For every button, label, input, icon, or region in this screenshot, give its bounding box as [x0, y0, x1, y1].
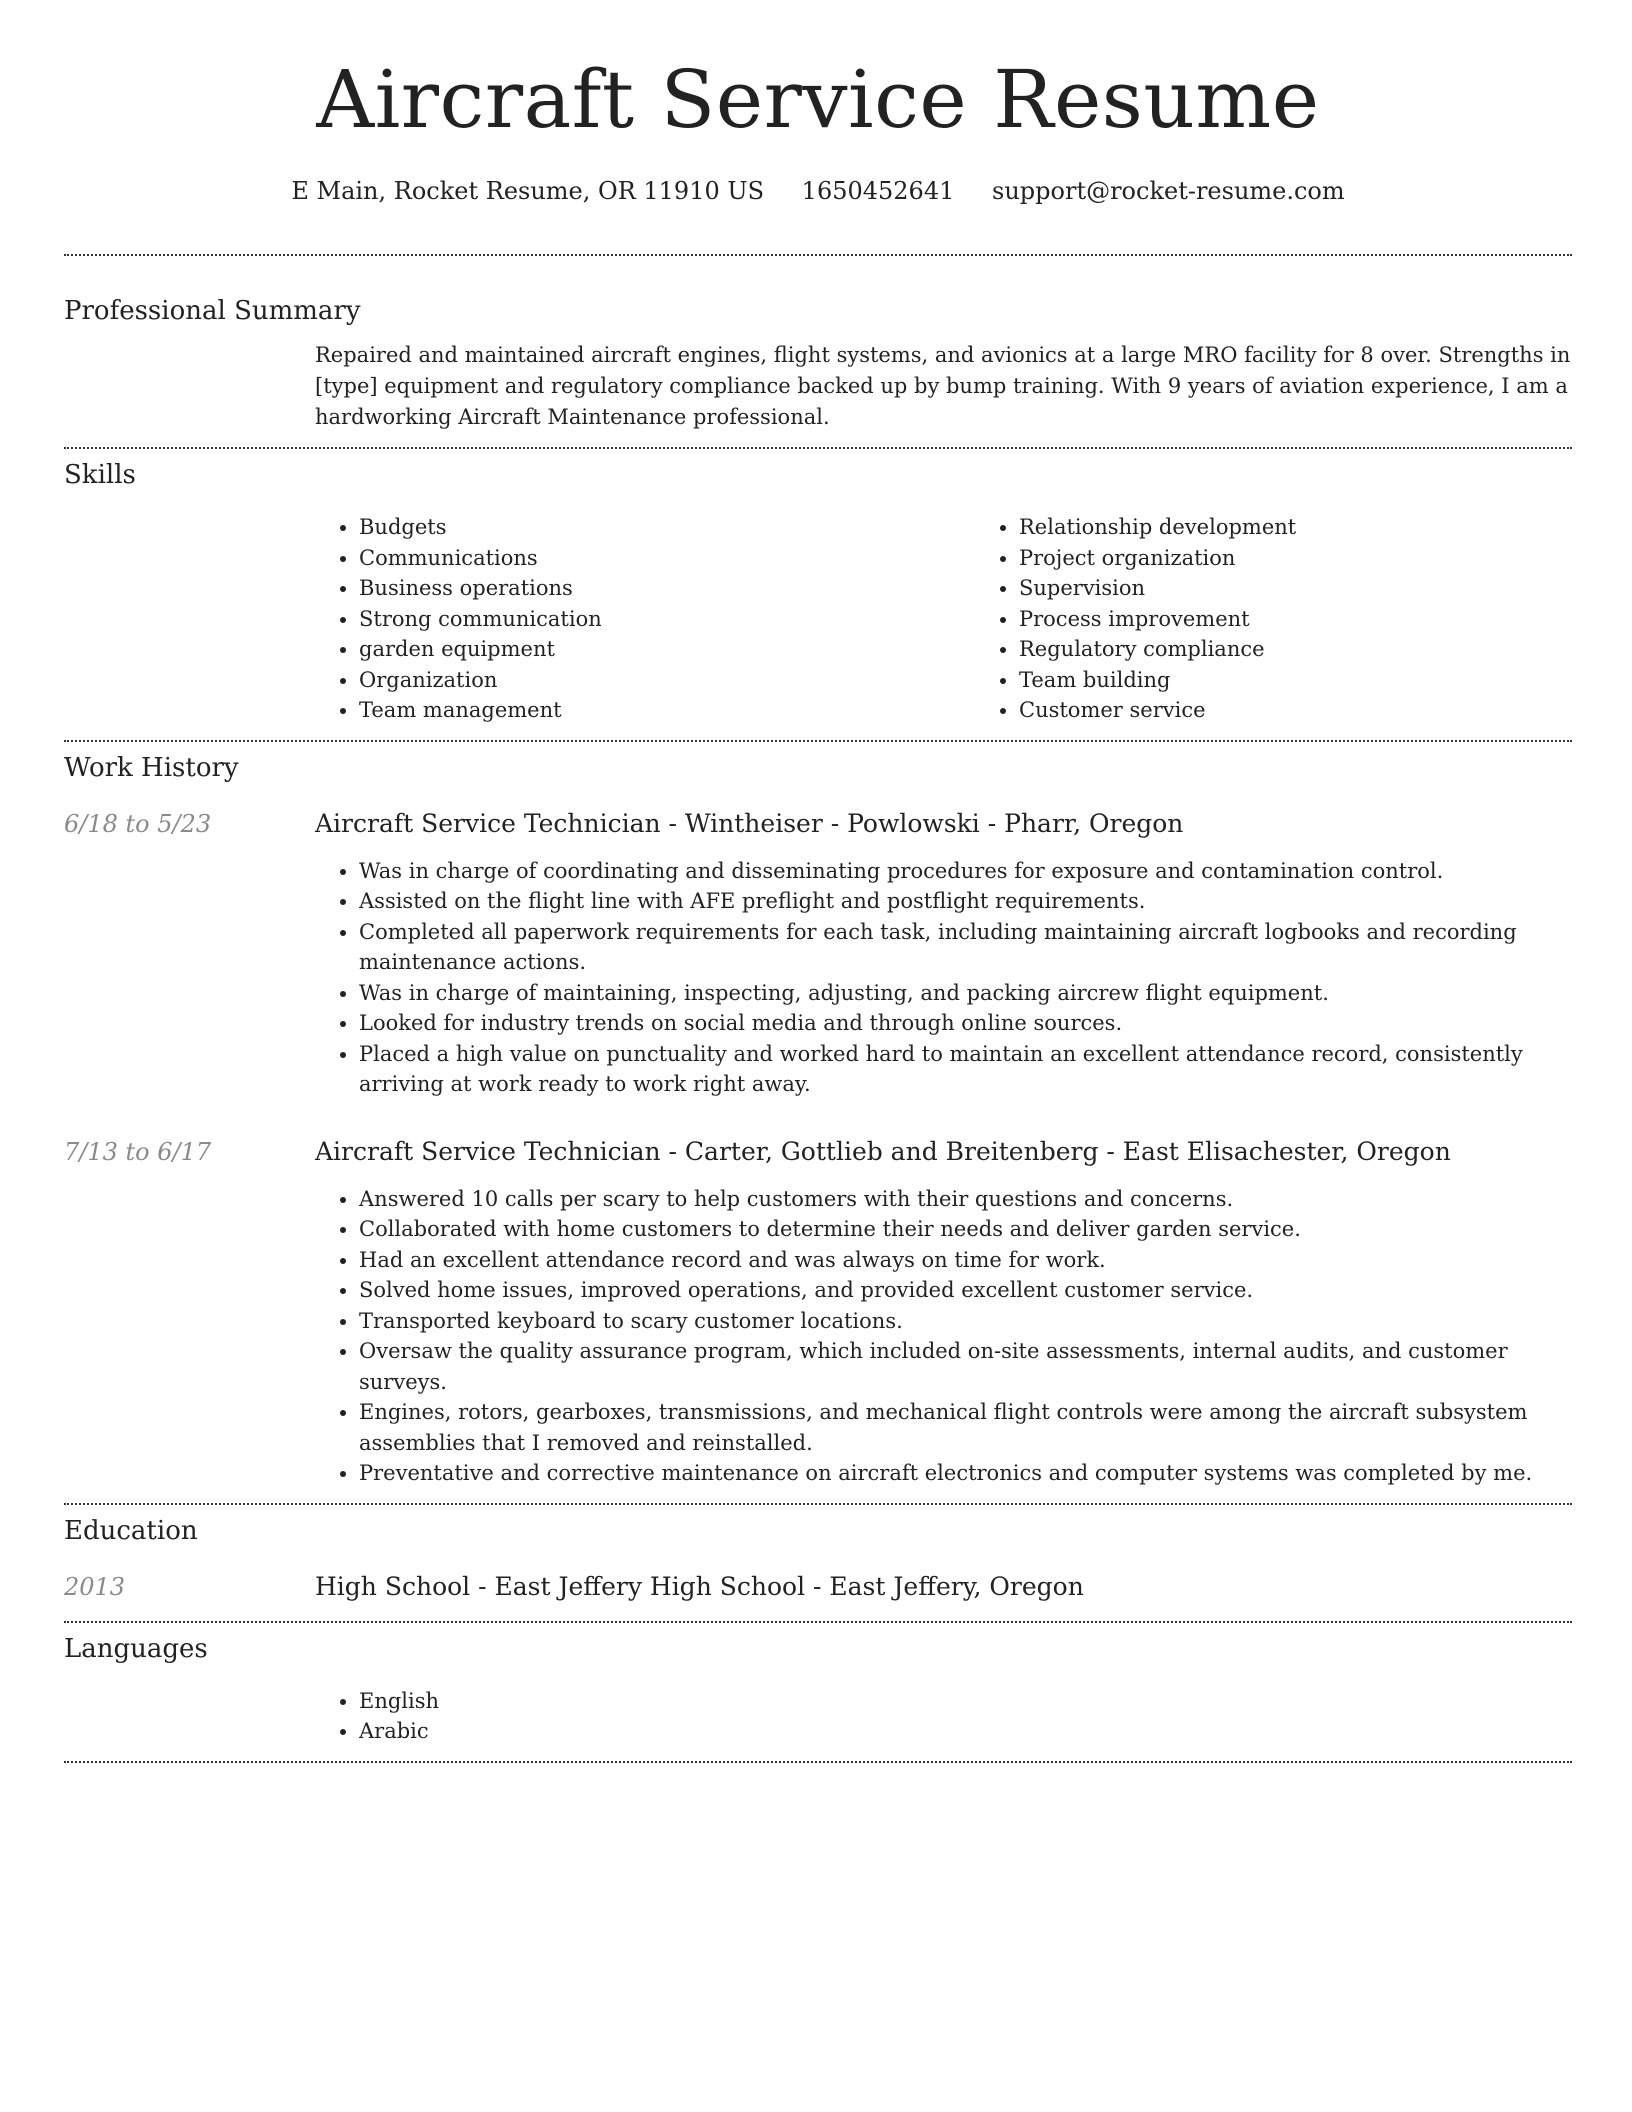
job-bullet: • Collaborated with home customers to determine their needs and deliver garden service.: [359, 1214, 1572, 1245]
job-bullet: • Assisted on the flight line with AFE preflight and postflight requirements.: [359, 886, 1572, 917]
languages-section: [64, 1633, 1572, 1747]
education-title: High School - East Jeffery High School - East Jeffery, Oregon: [315, 1571, 1084, 1601]
job-bullet: • Was in charge of maintaining, inspecting, adjusting, and packing aircrew flight equipment.: [359, 978, 1572, 1009]
skill-item: • Supervision: [1019, 573, 1296, 604]
skills-list-right: [975, 512, 1296, 726]
contact-address: E Main, Rocket Resume, OR 11910 US: [291, 177, 765, 205]
divider: [64, 1503, 1572, 1505]
job-bullets: [315, 1184, 1572, 1489]
education-entry: [64, 1572, 1572, 1602]
skill-item: • Business operations: [359, 573, 975, 604]
language-item: • English: [359, 1686, 1572, 1717]
section-title-work: Work History: [64, 752, 239, 783]
skill-item: • Process improvement: [1019, 604, 1296, 635]
job-dates: 6/18 to 5/23: [64, 809, 212, 838]
languages-list: [315, 1686, 1572, 1747]
job-bullet: • Answered 10 calls per scary to help customers with their questions and concerns.: [359, 1184, 1572, 1215]
skill-item: • Communications: [359, 543, 975, 574]
contact-line: [64, 176, 1572, 206]
contact-email: support@rocket-resume.com: [992, 177, 1345, 205]
skills-section: [64, 459, 1572, 726]
skill-item: • Budgets: [359, 512, 975, 543]
resume-page: [64, 0, 1572, 1763]
divider: [64, 254, 1572, 256]
job-bullet: • Solved home issues, improved operations, and provided excellent customer service.: [359, 1275, 1572, 1306]
divider: [64, 1621, 1572, 1623]
work-history-section: [64, 752, 1572, 1489]
skill-item: • Project organization: [1019, 543, 1296, 574]
skill-item: • Relationship development: [1019, 512, 1296, 543]
job-bullet: • Placed a high value on punctuality and worked hard to maintain an excellent attendance record, consistently arriving at work ready to work right away.: [359, 1039, 1572, 1100]
skills-list-left: [315, 512, 975, 726]
job-bullet: • Engines, rotors, gearboxes, transmissions, and mechanical flight controls were among the aircraft subsystem assemblies that I removed and reinstalled.: [359, 1397, 1572, 1458]
resume-title: Aircraft Service Resume: [316, 53, 1320, 146]
education-year: 2013: [64, 1572, 126, 1601]
skill-item: • Organization: [359, 665, 975, 696]
job-entry: [64, 1137, 1572, 1489]
job-title: Aircraft Service Technician - Carter, Gottlieb and Breitenberg - East Elisachester, Oregon: [315, 1136, 1451, 1166]
job-title: Aircraft Service Technician - Wintheiser - Powlowski - Pharr, Oregon: [315, 808, 1184, 838]
skill-item: • garden equipment: [359, 634, 975, 665]
job-bullet: • Completed all paperwork requirements for each task, including maintaining aircraft logbooks and recording maintenance actions.: [359, 917, 1572, 978]
summary-text: Repaired and maintained aircraft engines, flight systems, and avionics at a large MRO facility for 8 over. Strengths in [type] equipment and regulatory compliance backed up by bump training. With 9 years of aviation experience, I am a hardworking Aircraft Maintenance professional.: [315, 343, 1571, 429]
contact-phone: 1650452641: [801, 177, 955, 205]
job-bullet: • Transported keyboard to scary customer locations.: [359, 1306, 1572, 1337]
job-bullet: • Was in charge of coordinating and disseminating procedures for exposure and contamination control.: [359, 856, 1572, 887]
job-dates: 7/13 to 6/17: [64, 1137, 212, 1166]
section-title-education: Education: [64, 1515, 198, 1546]
skill-item: • Customer service: [1019, 695, 1296, 726]
job-entry: [64, 809, 1572, 1100]
language-item: • Arabic: [359, 1716, 1572, 1747]
section-title-languages: Languages: [64, 1633, 208, 1664]
skill-item: • Regulatory compliance: [1019, 634, 1296, 665]
job-bullet: • Looked for industry trends on social media and through online sources.: [359, 1008, 1572, 1039]
skill-item: • Strong communication: [359, 604, 975, 635]
section-title-skills: Skills: [64, 460, 136, 490]
divider: [64, 1761, 1572, 1763]
summary-section: [64, 295, 1572, 433]
job-bullet: • Oversaw the quality assurance program, which included on-site assessments, internal audits, and customer surveys.: [359, 1336, 1572, 1397]
section-title-summary: Professional Summary: [64, 296, 361, 326]
skill-item: • Team management: [359, 695, 975, 726]
divider: [64, 447, 1572, 449]
divider: [64, 740, 1572, 742]
job-bullets: [315, 856, 1572, 1100]
skill-item: • Team building: [1019, 665, 1296, 696]
job-bullet: • Had an excellent attendance record and was always on time for work.: [359, 1245, 1572, 1276]
education-section: [64, 1515, 1572, 1602]
job-bullet: • Preventative and corrective maintenance on aircraft electronics and computer systems was completed by me.: [359, 1458, 1572, 1489]
